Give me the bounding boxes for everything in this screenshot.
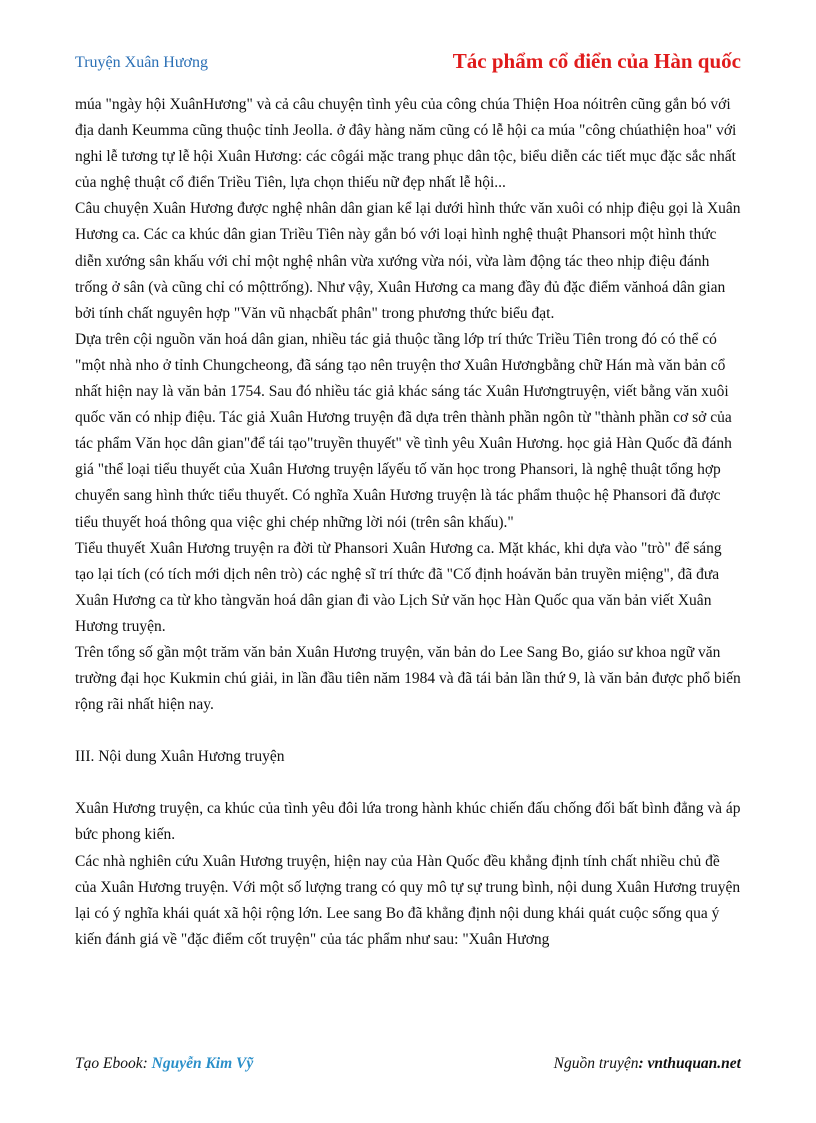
paragraph: Tiểu thuyết Xuân Hương truyện ra đời từ Phansori Xuân Hương ca. Mặt khác, khi dựa vào "trò" để sáng tạo lại tích (có tích mới dịch nên trò) các nghệ sĩ trí thức đã "Cố định hoávăn bản truyền miệng", đã đưa Xuân Hương ca từ kho tàngvăn hoá dân gian đi vào Lịch Sử văn học Hàn Quốc qua văn bản viết Xuân Hương truyện. (75, 539, 722, 635)
paragraph: Dựa trên cội nguồn văn hoá dân gian, nhiều tác giả thuộc tầng lớp trí thức Triều Tiên trong đó có thể có "một nhà nho ở tỉnh Chungcheong, đã sáng tạo nên truyện thơ Xuân Hươngbằng chữ Hán mà văn bản cổ nhất hiện nay là văn bản 1754. Sau đó nhiều tác giả khác sáng tác Xuân Hươngtruyện, viết bằng văn xuôi quốc văn có nhịp điệu. Tác giả Xuân Hương truyện đã dựa trên thành phần ngôn từ "thành phần cơ sở của tác phẩm Văn học dân gian"để tái tạo"truyền thuyết" về tình yêu Xuân Hương. học giả Hàn Quốc đã đánh giá "thể loại tiểu thuyết của Xuân Hương truyện lấyếu tố văn học trong Phansori, là nghệ thuật tổng hợp chuyển sang hình thức tiểu thuyết. Có nghĩa Xuân Hương truyện là tác phẩm thuộc hệ Phansori đã được tiểu thuyết hoá thông qua việc ghi chép những lời nói (trên sân khấu)." (75, 330, 732, 531)
credit-separator: : (142, 1055, 152, 1072)
page-header (75, 49, 741, 77)
source-separator: : (638, 1055, 648, 1072)
source-label: Nguồn truyện (553, 1055, 639, 1072)
spacer (75, 770, 743, 796)
paragraph: Câu chuyện Xuân Hương được nghệ nhân dân gian kể lại dưới hình thức văn xuôi có nhịp điệu gọi là Xuân Hương ca. Các ca khúc dân gian Triều Tiên này gắn bó với loại hình nghệ thuật Phansori một hình thức diễn xướng sân khấu với chỉ một nghệ nhân vừa xướng vừa nói, vừa làm động tác theo nhịp điệu đánh trống ở sân (và cũng chỉ có mộttrống). Như vậy, Xuân Hương ca mang đầy đủ đặc điểm vănhoá dân gian bởi tính chất nguyên hợp "Văn vũ nhạcbất phân" trong phương thức biểu đạt. (75, 200, 741, 322)
paragraph: Các nhà nghiên cứu Xuân Hương truyện, hiện nay của Hàn Quốc đều khẳng định tính chất nhiều chủ đề của Xuân Hương truyện. Với một số lượng trang có quy mô tự sự trung bình, nội dung Xuân Hương truyện lại có ý nghĩa khái quát xã hội rộng lớn. Lee sang Bo đã khẳng định nội dung khái quát cuộc sống qua ý kiến đánh giá về "đặc điểm cốt truyện" của tác phẩm như sau: "Xuân Hương (75, 852, 741, 948)
ebook-label: Tạo Ebook (75, 1055, 143, 1072)
page-footer (75, 1055, 741, 1077)
paragraph: Xuân Hương truyện, ca khúc của tình yêu đôi lứa trong hành khúc chiến đấu chống đối bất bình đẳng và áp bức phong kiến. (75, 800, 741, 844)
book-title: Truyện Xuân Hương (75, 54, 208, 71)
source-site: vnthuquan.net (647, 1055, 741, 1072)
source-credit (554, 1055, 741, 1073)
paragraph: Trên tổng số gần một trăm văn bản Xuân Hương truyện, văn bản do Lee Sang Bo, giáo sư khoa ngữ văn trường đại học Kukmin chú giải, in lần đầu tiên năm 1984 và đã tái bản lần thứ 9, là văn bản được phổ biến rộng rãi nhất hiện nay. (75, 643, 741, 714)
collection-title: Tác phẩm cổ điển của Hàn quốc (452, 49, 741, 73)
ebook-credit (75, 1055, 253, 1073)
spacer (75, 718, 743, 744)
document-body (75, 92, 743, 953)
section-heading: III. Nội dung Xuân Hương truyện (75, 748, 285, 766)
author-name: Nguyễn Kim Vỹ (151, 1055, 254, 1072)
paragraph: múa "ngày hội XuânHương" và cả câu chuyện tình yêu của công chúa Thiện Hoa nóitrên cũng gắn bó với địa danh Keumma cũng thuộc tỉnh Jeolla. ở đây hàng năm cũng có lễ hội ca múa "công chúathiện hoa" với nghi lễ tương tự lễ hội Xuân Hương: các côgái mặc trang phục dân tộc, biểu diễn các tiết mục đặc sắc nhất của nghệ thuật cổ điển Triều Tiên, lựa chọn thiếu nữ đẹp nhất lễ hội... (75, 96, 737, 192)
